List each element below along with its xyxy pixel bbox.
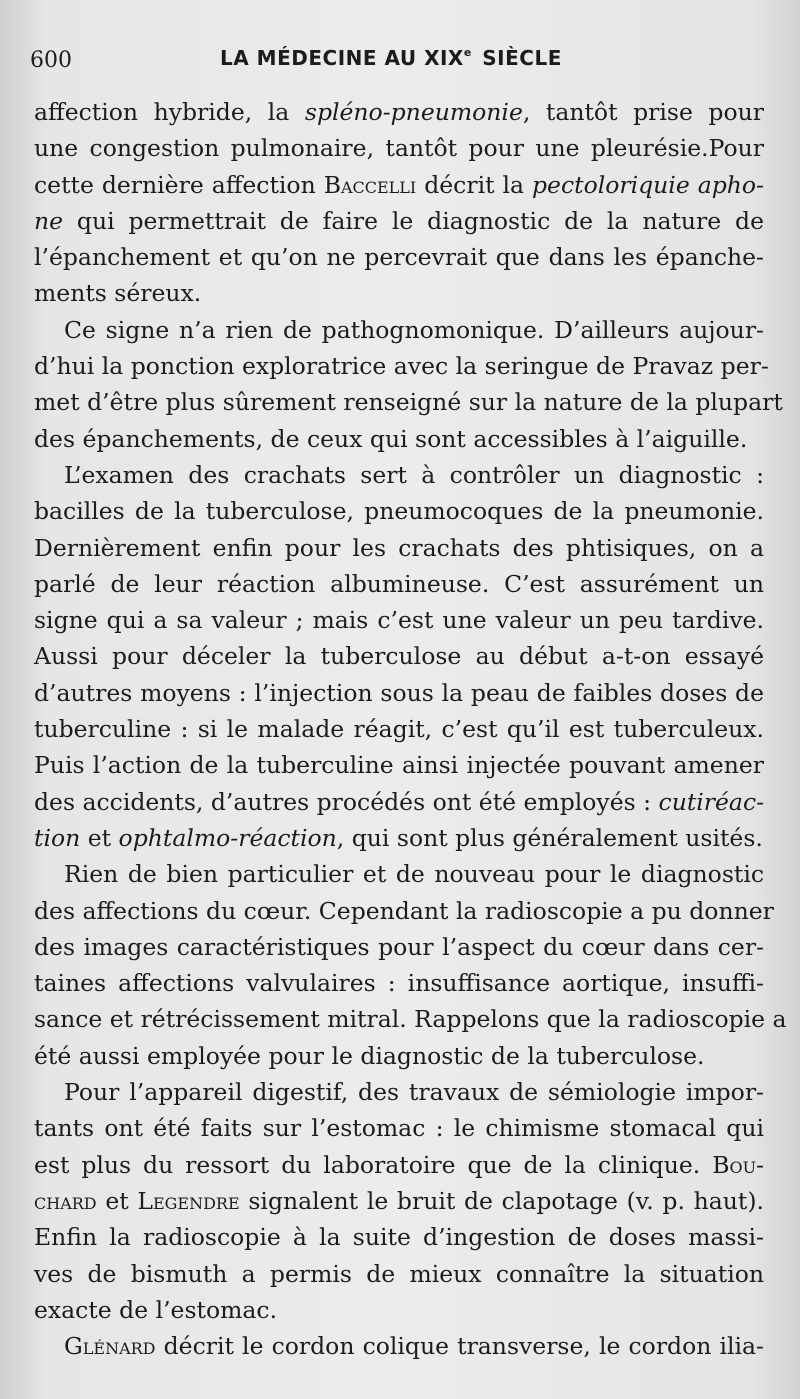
italic-text: pectoloriquie apho-: [532, 170, 764, 199]
book-title-superscript: e: [463, 46, 472, 59]
text-line: [34, 130, 764, 166]
text-segment: tants ont été faits sur l’estomac : le chimisme stomacal qui: [34, 1114, 764, 1143]
text-line: [34, 929, 764, 965]
text-segment: signalent le bruit de clapotage (v. p. haut).: [239, 1186, 764, 1215]
text-line: [34, 856, 764, 892]
text-segment: ments séreux.: [34, 279, 202, 308]
book-title: [220, 46, 562, 70]
author-name: Legendre: [137, 1186, 240, 1215]
text-segment: Enfin la radioscopie à la suite d’ingestion de doses massi-: [34, 1223, 764, 1252]
book-title-main: LA MÉDECINE AU XIX: [220, 46, 464, 70]
text-segment: décrit le cordon colique transverse, le cordon ilia-: [155, 1332, 764, 1361]
text-line: [34, 1219, 764, 1255]
text-line: [34, 747, 764, 783]
text-segment: , qui sont plus généralement usités.: [336, 823, 763, 852]
text-segment: d’autres moyens : l’injection sous la peau de faibles doses de: [34, 678, 764, 707]
text-line: [34, 711, 764, 747]
text-segment: d’hui la ponction exploratrice avec la seringue de Pravaz per-: [34, 352, 769, 381]
text-segment: cette dernière affection: [34, 170, 324, 199]
text-segment: Rien de bien particulier et de nouveau pour le diagnostic: [64, 860, 764, 889]
text-line: [34, 820, 764, 856]
text-segment: qui permettrait de faire le diagnostic de la nature de: [63, 206, 764, 235]
text-segment: exacte de l’estomac.: [34, 1295, 278, 1324]
text-segment: Ce signe n’a rien de pathognomonique. D’ailleurs aujour-: [64, 315, 764, 344]
text-line: [34, 457, 764, 493]
text-segment: parlé de leur réaction albumineuse. C’est assurément un: [34, 569, 764, 598]
text-line: [34, 566, 764, 602]
text-segment: Puis l’action de la tuberculine ainsi injectée pouvant amener: [34, 751, 764, 780]
text-segment: des épanchements, de ceux qui sont accessibles à l’aiguille.: [34, 424, 748, 453]
text-line: [34, 638, 764, 674]
text-segment: des images caractéristiques pour l’aspect du cœur dans cer-: [34, 932, 764, 961]
text-segment: tuberculine : si le malade réagit, c’est qu’il est tuberculeux.: [34, 715, 764, 744]
text-segment: une congestion pulmonaire, tantôt pour une pleurésie.Pour: [34, 134, 764, 163]
text-line: [34, 275, 764, 311]
italic-text: ne: [34, 206, 64, 235]
text-line: [34, 203, 764, 239]
text-segment: sance et rétrécissement mitral. Rappelons que la radioscopie a: [34, 1005, 787, 1034]
text-line: [34, 94, 764, 130]
text-line: [34, 1147, 764, 1183]
text-line: [34, 1038, 764, 1074]
text-line: [34, 493, 764, 529]
text-segment: signe qui a sa valeur ; mais c’est une valeur un peu tardive.: [34, 606, 764, 635]
text-segment: ves de bismuth a permis de mieux connaître la situation: [34, 1259, 764, 1288]
text-line: [34, 893, 774, 929]
text-segment: est plus du ressort du laboratoire que de la clinique.: [34, 1150, 713, 1179]
text-line: [34, 421, 764, 457]
text-line: [34, 1256, 764, 1292]
text-segment: et: [80, 823, 119, 852]
text-segment: Aussi pour déceler la tuberculose au début a-t-on essayé: [34, 642, 764, 671]
italic-text: ophtalmo-réaction: [118, 823, 337, 852]
text-segment: taines affections valvulaires : insuffisance aortique, insuffi-: [34, 969, 764, 998]
text-segment: des accidents, d’autres procédés ont été employés :: [34, 787, 659, 816]
body-text: [34, 94, 787, 1364]
text-line: [34, 239, 764, 275]
text-line: [34, 675, 764, 711]
text-segment: des affections du cœur. Cependant la radioscopie a pu donner: [34, 896, 774, 925]
text-line: [34, 602, 764, 638]
text-line: [34, 384, 783, 420]
text-line: [34, 1328, 764, 1364]
author-name: Bou-: [712, 1150, 764, 1179]
text-line: [34, 1001, 787, 1037]
text-segment: , tantôt prise pour: [522, 98, 764, 126]
text-segment: affection hybride, la: [34, 98, 305, 126]
text-segment: L’examen des crachats sert à contrôler un diagnostic :: [64, 460, 764, 489]
running-head: [0, 42, 800, 78]
italic-text: spléno-pneumonie: [304, 98, 523, 126]
author-name: Baccelli: [323, 170, 417, 199]
text-line: [34, 1183, 764, 1219]
text-line: [34, 965, 764, 1001]
text-segment: décrit la: [416, 170, 533, 199]
italic-text: tion: [34, 823, 81, 852]
text-line: [34, 312, 764, 348]
author-name: Glénard: [64, 1332, 156, 1361]
text-segment: été aussi employée pour le diagnostic de la tuberculose.: [34, 1041, 705, 1070]
text-line: [34, 1074, 764, 1110]
text-line: [34, 1110, 764, 1146]
text-line: [34, 530, 764, 566]
page-number: 600: [30, 48, 72, 73]
text-segment: bacilles de la tuberculose, pneumocoques de la pneumonie.: [34, 497, 764, 526]
text-line: [34, 784, 764, 820]
text-segment: Pour l’appareil digestif, des travaux de sémiologie impor-: [64, 1078, 764, 1107]
text-segment: et: [96, 1186, 138, 1215]
text-segment: met d’être plus sûrement renseigné sur la nature de la plupart: [34, 388, 783, 417]
author-name: chard: [34, 1186, 97, 1215]
text-line: [34, 1292, 764, 1328]
italic-text: cutiréac-: [658, 787, 765, 816]
book-title-end: SIÈCLE: [482, 46, 562, 70]
text-line: [34, 348, 769, 384]
text-segment: Dernièrement enfin pour les crachats des phtisiques, on a: [34, 533, 764, 562]
text-line: [34, 167, 764, 203]
text-segment: l’épanchement et qu’on ne percevrait que dans les épanche-: [34, 243, 764, 272]
